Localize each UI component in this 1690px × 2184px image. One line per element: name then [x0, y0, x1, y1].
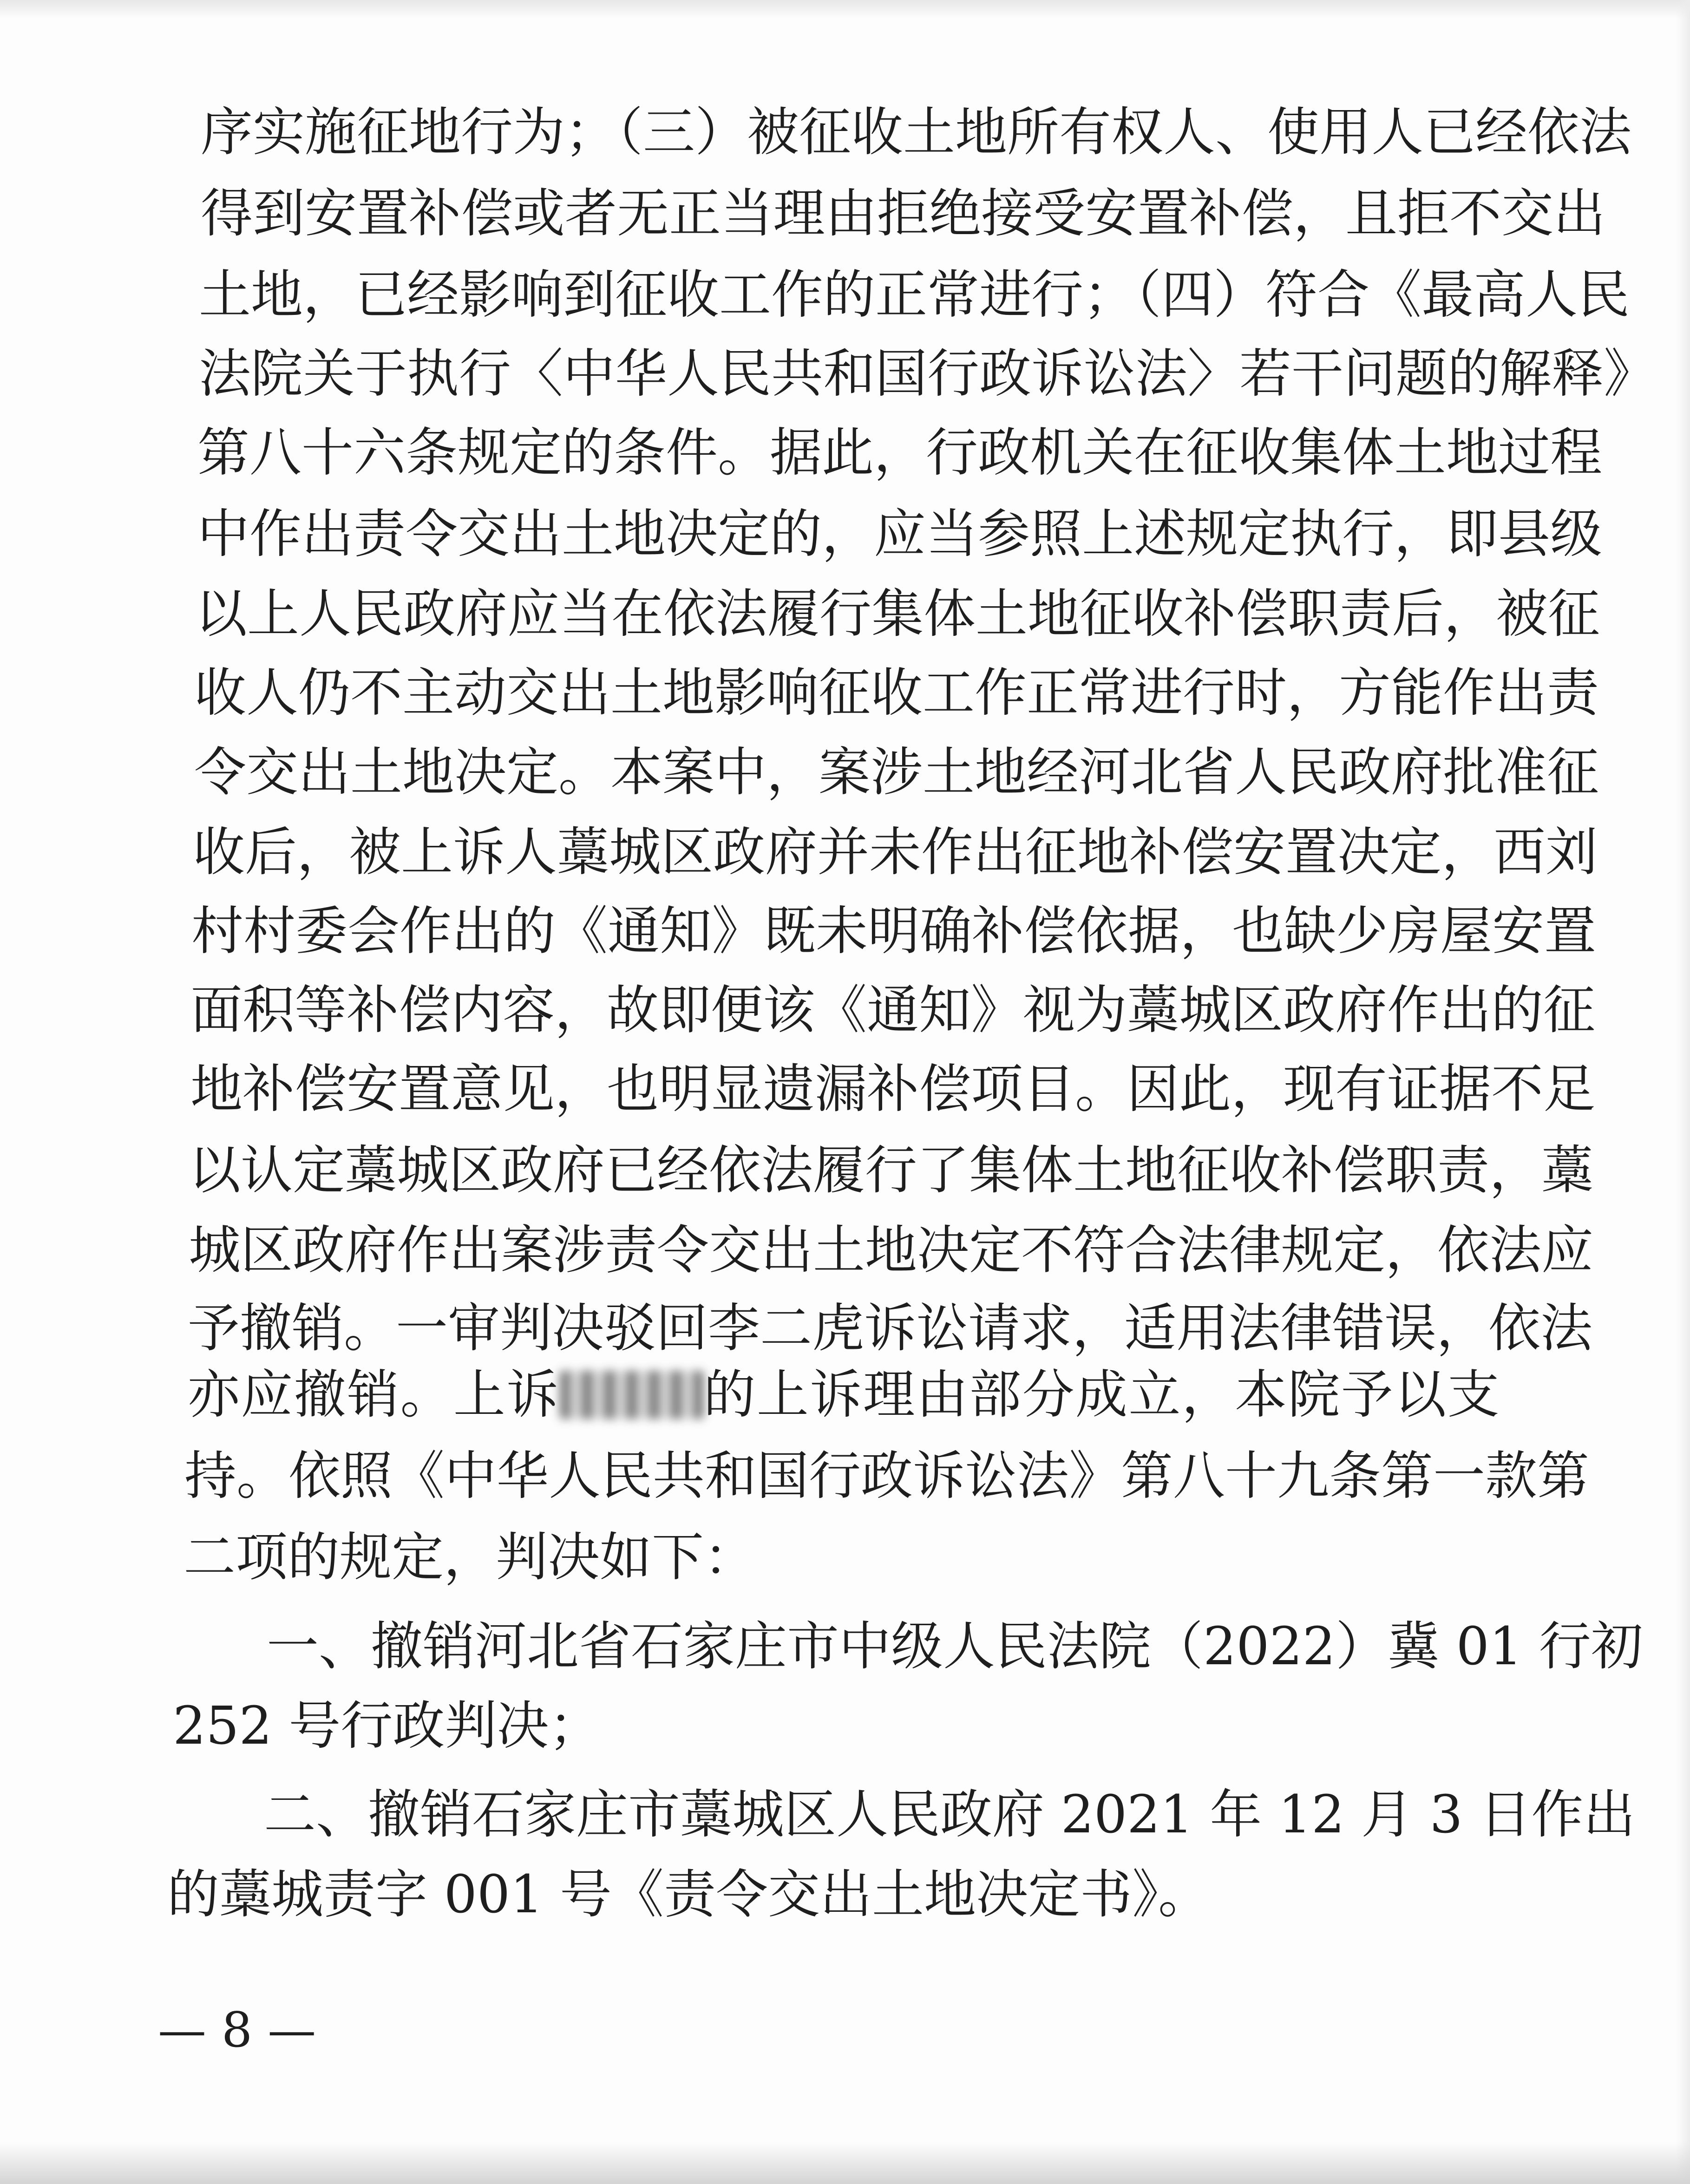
text-line-2: 得到安置补偿或者无正当理由拒绝接受安置补偿，且拒不交出 [201, 183, 1605, 244]
text-line-8: 收人仍不主动交出土地影响征收工作正常进行时，方能作出责 [194, 663, 1599, 723]
text-line-10: 收后，被上诉人藁城区政府并未作出征地补偿安置决定，西刘 [193, 822, 1598, 883]
text-line-12: 面积等补偿内容，故即便该《通知》视为藁城区政府作出的征 [190, 980, 1595, 1040]
ruling-item-2-continued: 的藁城责字 001 号《责令交出土地决定书》。 [167, 1864, 1210, 1925]
scan-edge-bottom [0, 2142, 1690, 2184]
page-number: — 8 — [158, 2001, 316, 2058]
scan-edge-top [0, 0, 1690, 19]
text-line-7: 以上人民政府应当在依法履行集体土地征收补偿职责后，被征 [195, 584, 1600, 644]
text-line-9: 令交出土地决定。本案中，案涉土地经河北省人民政府批准征 [194, 742, 1599, 803]
text-line-17 [188, 1360, 1500, 1430]
ruling-item-1: 一、撤销河北省石家庄市中级人民法院（2022）冀 01 行初 [267, 1616, 1643, 1677]
text-line-4: 法院关于执行〈中华人民共和国行政诉讼法〉若干问题的解释》 [199, 344, 1656, 404]
text-segment: 的上诉理由部分成立，本院予以支 [703, 1365, 1501, 1425]
text-segment: 亦应撤销。上诉 [188, 1365, 560, 1425]
text-line-13: 地补偿安置意见，也明显遗漏补偿项目。因此，现有证据不足 [190, 1059, 1595, 1119]
text-line-5: 第八十六条规定的条件。据此，行政机关在征收集体土地过程 [197, 423, 1602, 483]
text-line-19: 二项的规定，判决如下： [183, 1527, 756, 1588]
text-line-14: 以认定藁城区政府已经依法履行了集体土地征收补偿职责，藁 [189, 1140, 1593, 1201]
ruling-item-1-continued: 252 号行政判决； [173, 1696, 601, 1756]
text-line-18: 持。依照《中华人民共和国行政诉讼法》第八十九条第一款第 [184, 1446, 1589, 1506]
text-line-3: 土地，已经影响到征收工作的正常进行；（四）符合《最高人民 [199, 265, 1630, 325]
text-line-11: 村村委会作出的《通知》既未明确补偿依据，也缺少房屋安置 [191, 901, 1596, 961]
text-line-1: 序实施征地行为；（三）被征收土地所有权人、使用人已经依法 [201, 102, 1631, 163]
ruling-item-2: 二、撤销石家庄市藁城区人民政府 2021 年 12 月 3 日作出 [264, 1785, 1636, 1845]
text-line-16: 予撤销。一审判决驳回李二虎诉讼请求，适用法律错误，依法 [188, 1298, 1592, 1359]
redacted-name [560, 1371, 704, 1419]
scan-edge-right [1676, 0, 1690, 2184]
text-line-15: 城区政府作出案涉责令交出土地决定不符合法律规定，依法应 [189, 1220, 1593, 1281]
text-line-6: 中作出责令交出土地决定的，应当参照上述规定执行，即县级 [197, 504, 1602, 564]
